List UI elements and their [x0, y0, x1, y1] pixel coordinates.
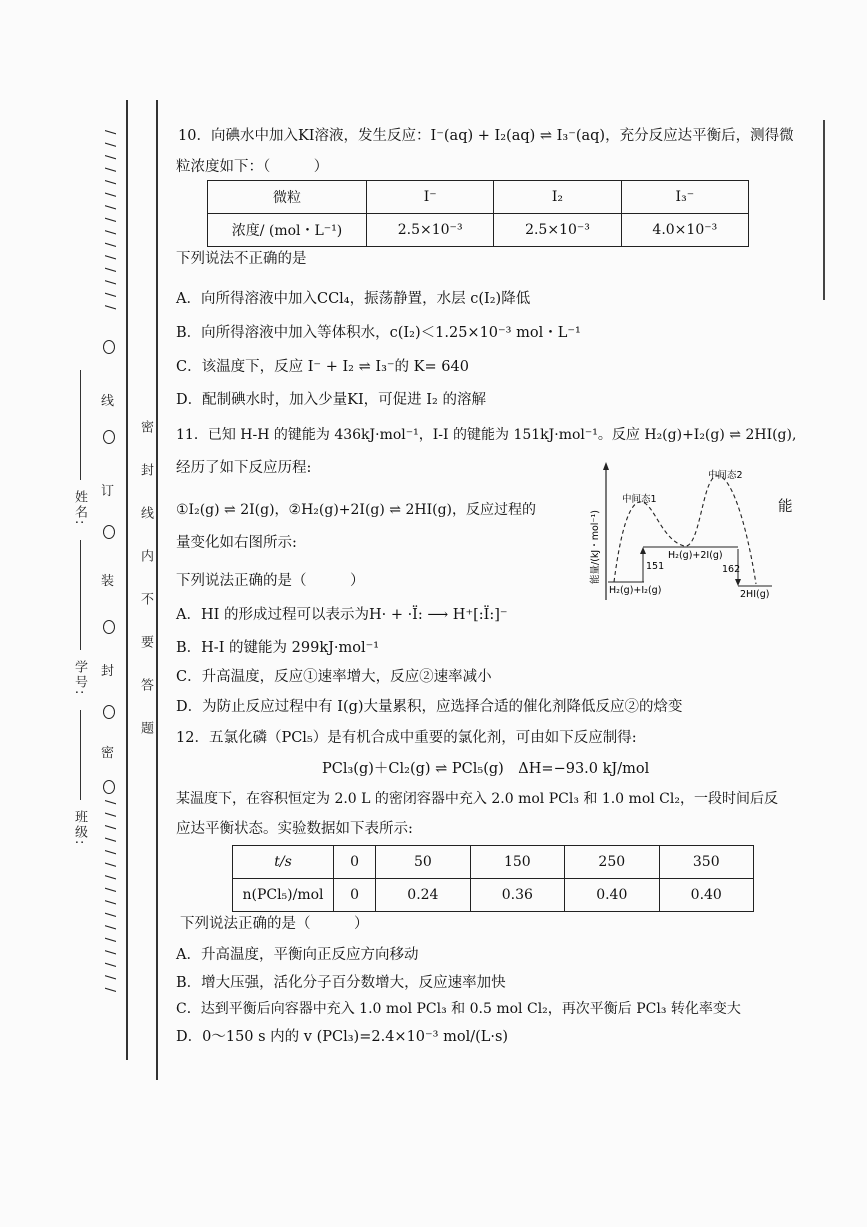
diagram-mid1-label: 中间态1	[622, 494, 657, 505]
seal-mark-2: 封	[101, 664, 115, 679]
diagram-value-right: 162	[722, 564, 741, 575]
slash-top: / / / / / / / / / / / / / / /	[102, 130, 117, 312]
diagram-mid-state: H₂(g)+2I(g)	[668, 550, 723, 561]
q11-option-c: C．升高温度，反应①速率增大，反应②速率减小	[176, 669, 492, 685]
table-row	[208, 181, 749, 214]
class-label: 班级:	[72, 810, 87, 847]
q10-option-d: D．配制碘水时，加入少量KI，可促进 I₂ 的溶解	[176, 392, 486, 408]
diagram-value-left: 151	[646, 561, 665, 572]
name-label: 姓名:	[72, 490, 87, 527]
diagram-end-state: 2HI(g)	[740, 589, 770, 600]
class-line	[80, 710, 81, 800]
q11-stem-line2: 经历了如下反应历程:	[176, 460, 312, 476]
table-cell: t/s	[233, 846, 334, 879]
right-edge-rule	[823, 120, 825, 300]
diagram-mid2-label: 中间态2	[708, 470, 743, 481]
table-cell: 0	[334, 846, 376, 879]
table-cell: 0	[334, 879, 376, 912]
energy-profile-diagram	[588, 460, 778, 608]
margin-rule-inner	[156, 100, 158, 1080]
table-cell: 0.40	[659, 879, 754, 912]
q10-option-b: B．向所得溶液中加入等体积水，c(I₂)＜1.25×10⁻³ mol・L⁻¹	[176, 325, 581, 341]
q12-option-b: B．增大压强，活化分子百分数增大，反应速率加快	[176, 975, 506, 991]
q11-stem-line4: 量变化如右图所示:	[176, 535, 297, 551]
table-cell: 微粒	[208, 181, 367, 214]
table-cell: 4.0×10⁻³	[621, 214, 748, 247]
diagram-start-state: H₂(g)+I₂(g)	[609, 585, 662, 596]
circle-mark	[103, 620, 115, 634]
table-cell: 250	[565, 846, 659, 879]
q11-stem-line1: 11．已知 H-H 的键能为 436kJ·mol⁻¹，I-I 的键能为 151kJ·mol⁻¹。反应 H₂(g)+I₂(g) ⇌ 2HI(g),	[176, 427, 797, 443]
table-cell: I₃⁻	[621, 181, 748, 214]
circle-mark	[103, 780, 115, 794]
q12-stem-line1: 12．五氯化磷（PCl₅）是有机合成中重要的氯化剂，可由如下反应制得:	[176, 730, 637, 746]
q10-option-c: C．该温度下，反应 I⁻ + I₂ ⇌ I₃⁻的 K= 640	[176, 359, 469, 375]
q12-option-d: D．0～150 s 内的 v (PCl₃)=2.4×10⁻³ mol/(L·s)	[176, 1029, 509, 1045]
diagram-y-axis-label: 能量/(kJ・mol⁻¹)	[590, 510, 601, 584]
seal-mark-5: 线	[101, 394, 115, 409]
q12-prompt: 下列说法正确的是（ ）	[180, 916, 369, 932]
q11-option-d: D．为防止反应过程中有 I(g)大量累积，应选择合适的催化剂降低反应②的焓变	[176, 699, 683, 715]
slash-bottom: / / / / / / / / / / / / / / / /	[102, 800, 117, 995]
q11-option-a: A．HI 的形成过程可以表示为H· + ·Ï: ⟶ H⁺[:Ï:]⁻	[176, 607, 508, 623]
table-cell: 2.5×10⁻³	[367, 214, 494, 247]
binding-margin	[0, 0, 160, 1227]
margin-rule-outer	[126, 100, 128, 1060]
table-cell: 0.24	[376, 879, 470, 912]
q12-equation: PCl₃(g)＋Cl₂(g) ⇌ PCl₅(g) ΔH=−93.0 kJ/mol	[322, 761, 650, 777]
table-cell: I₂	[494, 181, 621, 214]
q11-stem-line3: ①I₂(g) ⇌ 2I(g)，②H₂(g)+2I(g) ⇌ 2HI(g)，反应过程的	[176, 502, 537, 518]
table-cell: 0.36	[470, 879, 564, 912]
q10-concentration-table	[207, 180, 749, 247]
circle-mark	[103, 705, 115, 719]
table-cell: 0.40	[565, 879, 659, 912]
table-cell: 50	[376, 846, 470, 879]
q11-option-b: B．H-I 的键能为 299kJ·mol⁻¹	[176, 640, 380, 656]
table-row	[208, 214, 749, 247]
table-cell: n(PCl₅)/mol	[233, 879, 334, 912]
circle-mark	[103, 430, 115, 444]
table-cell: 2.5×10⁻³	[494, 214, 621, 247]
q12-stem-line2: 某温度下，在容积恒定为 2.0 L 的密闭容器中充入 2.0 mol PCl₃ 和 1.0 mol Cl₂，一段时间后反	[176, 791, 778, 807]
circle-mark	[103, 340, 115, 354]
seal-mark-4: 订	[101, 484, 115, 499]
q10-prompt: 下列说法不正确的是	[176, 251, 307, 267]
q10-stem-line2: 粒浓度如下：（ ）	[176, 159, 329, 175]
q12-option-c: C．达到平衡后向容器中充入 1.0 mol PCl₃ 和 0.5 mol Cl₂，再次平衡后 PCl₃ 转化率变大	[176, 1001, 741, 1017]
seal-mark-1: 密	[101, 746, 115, 761]
id-line	[80, 540, 81, 650]
table-row	[233, 846, 754, 879]
seal-mark-3: 装	[101, 574, 115, 589]
seal-warning: 密封线内不要答题	[138, 420, 153, 764]
q10-stem-line1: 10．向碘水中加入KI溶液，发生反应：I⁻(aq) + I₂(aq) ⇌ I₃⁻(aq)，充分反应达平衡后，测得微	[178, 128, 794, 144]
table-row	[233, 879, 754, 912]
q10-option-a: A．向所得溶液中加入CCl₄，振荡静置，水层 c(I₂)降低	[176, 291, 531, 307]
student-info	[62, 360, 92, 880]
seal-line-column	[100, 130, 122, 1060]
q12-data-table	[232, 845, 754, 912]
table-cell: 150	[470, 846, 564, 879]
id-label: 学号:	[72, 660, 87, 697]
q12-option-a: A．升高温度，平衡向正反应方向移动	[176, 947, 419, 963]
q12-stem-line3: 应达平衡状态。实验数据如下表所示:	[176, 821, 413, 837]
name-line	[80, 370, 81, 480]
q11-prompt: 下列说法正确的是（ ）	[176, 573, 365, 589]
q11-neng-char: 能	[778, 499, 793, 515]
table-cell: I⁻	[367, 181, 494, 214]
table-cell: 浓度/ (mol・L⁻¹)	[208, 214, 367, 247]
circle-mark	[103, 525, 115, 539]
table-cell: 350	[659, 846, 754, 879]
